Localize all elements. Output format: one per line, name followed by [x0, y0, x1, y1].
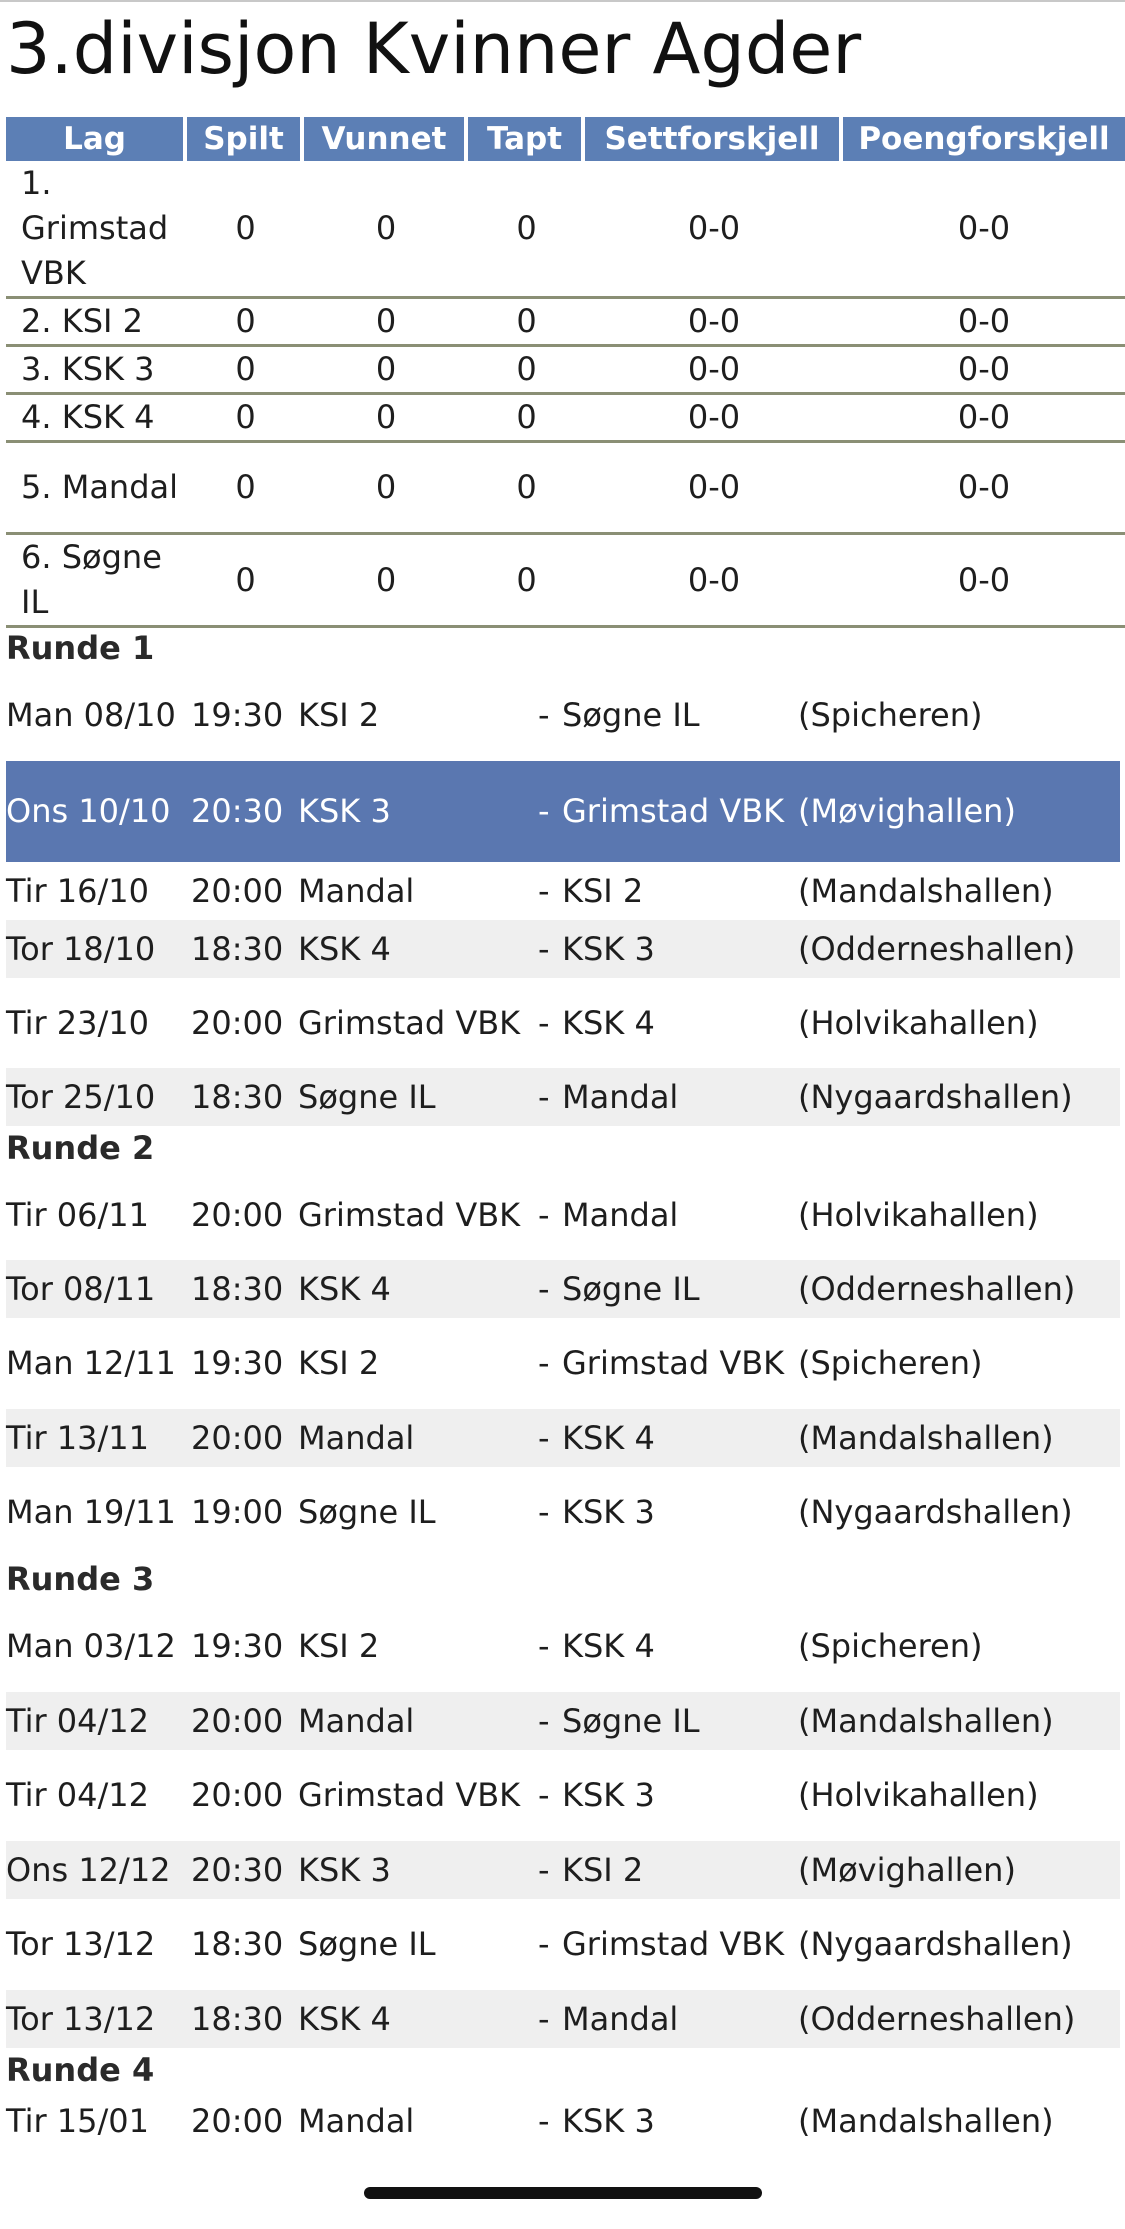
standings-header-row	[6, 117, 1125, 161]
match-date: Tor 25/10	[6, 1077, 156, 1116]
vs-separator: -	[538, 792, 550, 830]
match-time: 20:00	[191, 1003, 284, 1042]
vs-separator: -	[538, 2101, 550, 2140]
match-date: Tir 16/10	[6, 871, 149, 910]
match-row[interactable]	[6, 1841, 1120, 1899]
home-team: Mandal	[298, 1701, 415, 1740]
set-difference: 0-0	[585, 443, 843, 535]
standings-row	[6, 347, 1125, 395]
vs-separator: -	[538, 1003, 550, 1042]
match-venue: (Odderneshallen)	[798, 1999, 1076, 2038]
match-date: Man 08/10	[6, 696, 176, 734]
match-time: 19:30	[191, 1627, 284, 1665]
away-team: Mandal	[562, 1999, 679, 2038]
match-row[interactable]	[6, 1750, 1120, 1841]
played-count: 0	[187, 443, 304, 535]
match-time: 19:30	[191, 696, 284, 734]
vs-separator: -	[538, 696, 550, 734]
match-date: Man 12/11	[6, 1344, 176, 1382]
match-time: 18:30	[191, 1925, 284, 1963]
away-team: KSK 4	[562, 1418, 655, 1457]
match-venue: (Nygaardshallen)	[798, 1925, 1073, 1963]
vs-separator: -	[538, 1850, 550, 1889]
match-time: 18:30	[191, 1077, 284, 1116]
match-venue: (Mandalshallen)	[798, 1418, 1054, 1457]
round-heading: Runde 4	[6, 2051, 155, 2089]
home-team: Mandal	[298, 871, 415, 910]
lost-count: 0	[468, 299, 585, 347]
standings-row	[6, 161, 1125, 299]
match-venue: (Mandalshallen)	[798, 871, 1054, 910]
match-date: Tor 18/10	[6, 929, 156, 968]
away-team: Mandal	[562, 1195, 679, 1234]
vs-separator: -	[538, 1077, 550, 1116]
won-count: 0	[304, 347, 468, 395]
lost-count: 0	[468, 535, 585, 628]
match-time: 19:30	[191, 1344, 284, 1382]
page-title: 3.divisjon Kvinner Agder	[6, 8, 862, 90]
home-team: Grimstad VBK	[298, 1776, 521, 1814]
won-count: 0	[304, 161, 468, 299]
match-row[interactable]	[6, 1692, 1120, 1750]
header-poengforskjell: Poengforskjell	[843, 117, 1125, 161]
away-team: Søgne IL	[562, 696, 700, 734]
match-time: 20:30	[191, 1850, 284, 1889]
header-lag: Lag	[6, 117, 187, 161]
point-difference: 0-0	[843, 161, 1125, 299]
away-team: KSK 4	[562, 1003, 655, 1042]
match-time: 20:00	[191, 871, 284, 910]
away-team: Grimstad VBK	[562, 792, 785, 830]
match-date: Tor 13/12	[6, 1999, 156, 2038]
match-row[interactable]	[6, 761, 1120, 862]
home-team: KSK 3	[298, 1850, 391, 1889]
away-team: Grimstad VBK	[562, 1925, 785, 1963]
match-row[interactable]	[6, 1260, 1120, 1318]
won-count: 0	[304, 395, 468, 443]
won-count: 0	[304, 535, 468, 628]
home-team: Mandal	[298, 2101, 415, 2140]
home-team: KSK 4	[298, 1999, 391, 2038]
away-team: Grimstad VBK	[562, 1344, 785, 1382]
match-date: Ons 12/12	[6, 1850, 171, 1889]
match-date: Tir 06/11	[6, 1195, 149, 1234]
match-time: 20:30	[191, 792, 284, 830]
match-venue: (Spicheren)	[798, 1627, 983, 1665]
home-team: Søgne IL	[298, 1492, 436, 1531]
away-team: Søgne IL	[562, 1701, 700, 1740]
header-vunnet: Vunnet	[304, 117, 468, 161]
standings-row	[6, 299, 1125, 347]
match-date: Tir 04/12	[6, 1776, 149, 1814]
away-team: KSK 3	[562, 2101, 655, 2140]
match-venue: (Holvikahallen)	[798, 1776, 1039, 1814]
match-date: Tir 04/12	[6, 1701, 149, 1740]
match-time: 20:00	[191, 1701, 284, 1740]
home-team: KSK 4	[298, 1269, 391, 1308]
won-count: 0	[304, 443, 468, 535]
lost-count: 0	[468, 443, 585, 535]
match-venue: (Nygaardshallen)	[798, 1077, 1073, 1116]
played-count: 0	[187, 395, 304, 443]
point-difference: 0-0	[843, 395, 1125, 443]
header-spilt: Spilt	[187, 117, 304, 161]
home-team: Grimstad VBK	[298, 1003, 521, 1042]
home-team: KSK 3	[298, 792, 391, 830]
away-team: KSK 4	[562, 1627, 655, 1665]
match-row[interactable]	[6, 1601, 1120, 1692]
header-settforskjell: Settforskjell	[585, 117, 843, 161]
vs-separator: -	[538, 1492, 550, 1531]
match-time: 18:30	[191, 929, 284, 968]
match-venue: (Mandalshallen)	[798, 1701, 1054, 1740]
home-team: Mandal	[298, 1418, 415, 1457]
away-team: Mandal	[562, 1077, 679, 1116]
lost-count: 0	[468, 161, 585, 299]
set-difference: 0-0	[585, 347, 843, 395]
match-row[interactable]	[6, 1068, 1120, 1126]
home-team: Søgne IL	[298, 1077, 436, 1116]
set-difference: 0-0	[585, 299, 843, 347]
match-venue: (Holvikahallen)	[798, 1003, 1039, 1042]
home-team: KSI 2	[298, 696, 380, 734]
home-team: Grimstad VBK	[298, 1195, 521, 1234]
standings-row	[6, 535, 1125, 628]
vs-separator: -	[538, 1195, 550, 1234]
away-team: KSK 3	[562, 1776, 655, 1814]
team-name: 6. Søgne IL	[6, 535, 187, 628]
match-date: Tor 13/12	[6, 1925, 156, 1963]
team-name: 3. KSK 3	[6, 347, 187, 395]
match-time: 20:00	[191, 1418, 284, 1457]
away-team: KSI 2	[562, 871, 644, 910]
match-time: 20:00	[191, 1776, 284, 1814]
vs-separator: -	[538, 1776, 550, 1814]
match-time: 20:00	[191, 2101, 284, 2140]
vs-separator: -	[538, 929, 550, 968]
played-count: 0	[187, 535, 304, 628]
match-date: Ons 10/10	[6, 792, 171, 830]
match-row[interactable]	[6, 1170, 1120, 1260]
point-difference: 0-0	[843, 443, 1125, 535]
point-difference: 0-0	[843, 347, 1125, 395]
away-team: KSK 3	[562, 929, 655, 968]
home-team: Søgne IL	[298, 1925, 436, 1963]
standings-row	[6, 395, 1125, 443]
home-team: KSI 2	[298, 1627, 380, 1665]
round-heading: Runde 1	[6, 629, 155, 667]
match-date: Tor 08/11	[6, 1269, 156, 1308]
lost-count: 0	[468, 395, 585, 443]
away-team: Søgne IL	[562, 1269, 700, 1308]
match-row[interactable]	[6, 2092, 1120, 2150]
match-time: 18:30	[191, 1269, 284, 1308]
match-venue: (Møvighallen)	[798, 792, 1016, 830]
match-venue: (Holvikahallen)	[798, 1195, 1039, 1234]
point-difference: 0-0	[843, 299, 1125, 347]
vs-separator: -	[538, 1269, 550, 1308]
set-difference: 0-0	[585, 161, 843, 299]
match-time: 18:30	[191, 1999, 284, 2038]
away-team: KSK 3	[562, 1492, 655, 1531]
set-difference: 0-0	[585, 395, 843, 443]
match-date: Man 19/11	[6, 1492, 176, 1531]
home-indicator[interactable]	[364, 2187, 762, 2199]
match-venue: (Odderneshallen)	[798, 929, 1076, 968]
match-row[interactable]	[6, 1409, 1120, 1467]
home-team: KSK 4	[298, 929, 391, 968]
vs-separator: -	[538, 1344, 550, 1382]
match-venue: (Mandalshallen)	[798, 2101, 1054, 2140]
set-difference: 0-0	[585, 535, 843, 628]
match-time: 19:00	[191, 1492, 284, 1531]
vs-separator: -	[538, 1999, 550, 2038]
vs-separator: -	[538, 871, 550, 910]
match-date: Tir 23/10	[6, 1003, 149, 1042]
match-venue: (Spicheren)	[798, 696, 983, 734]
vs-separator: -	[538, 1627, 550, 1665]
match-venue: (Odderneshallen)	[798, 1269, 1076, 1308]
won-count: 0	[304, 299, 468, 347]
match-schedule	[6, 626, 1120, 2150]
match-venue: (Spicheren)	[798, 1344, 983, 1382]
match-row[interactable]	[6, 1467, 1120, 1557]
match-time: 20:00	[191, 1195, 284, 1234]
round-heading: Runde 2	[6, 1129, 155, 1167]
match-date: Man 03/12	[6, 1627, 176, 1665]
team-name: 5. Mandal	[6, 443, 187, 535]
header-tapt: Tapt	[468, 117, 585, 161]
played-count: 0	[187, 161, 304, 299]
vs-separator: -	[538, 1925, 550, 1963]
team-name: 4. KSK 4	[6, 395, 187, 443]
standings-row	[6, 443, 1125, 535]
match-row[interactable]	[6, 670, 1120, 761]
match-date: Tir 13/11	[6, 1418, 149, 1457]
round-heading: Runde 3	[6, 1560, 155, 1598]
team-name: 2. KSI 2	[6, 299, 187, 347]
match-row[interactable]	[6, 1318, 1120, 1409]
match-venue: (Nygaardshallen)	[798, 1492, 1073, 1531]
match-row[interactable]	[6, 1990, 1120, 2048]
point-difference: 0-0	[843, 535, 1125, 628]
match-row[interactable]	[6, 862, 1120, 920]
home-team: KSI 2	[298, 1344, 380, 1382]
standings-table	[6, 117, 1125, 628]
match-row[interactable]	[6, 978, 1120, 1068]
vs-separator: -	[538, 1418, 550, 1457]
match-date: Tir 15/01	[6, 2101, 149, 2140]
team-name: 1. Grimstad VBK	[6, 161, 187, 299]
away-team: KSI 2	[562, 1850, 644, 1889]
match-row[interactable]	[6, 1899, 1120, 1990]
lost-count: 0	[468, 347, 585, 395]
match-row[interactable]	[6, 920, 1120, 978]
played-count: 0	[187, 299, 304, 347]
vs-separator: -	[538, 1701, 550, 1740]
match-venue: (Møvighallen)	[798, 1850, 1016, 1889]
played-count: 0	[187, 347, 304, 395]
